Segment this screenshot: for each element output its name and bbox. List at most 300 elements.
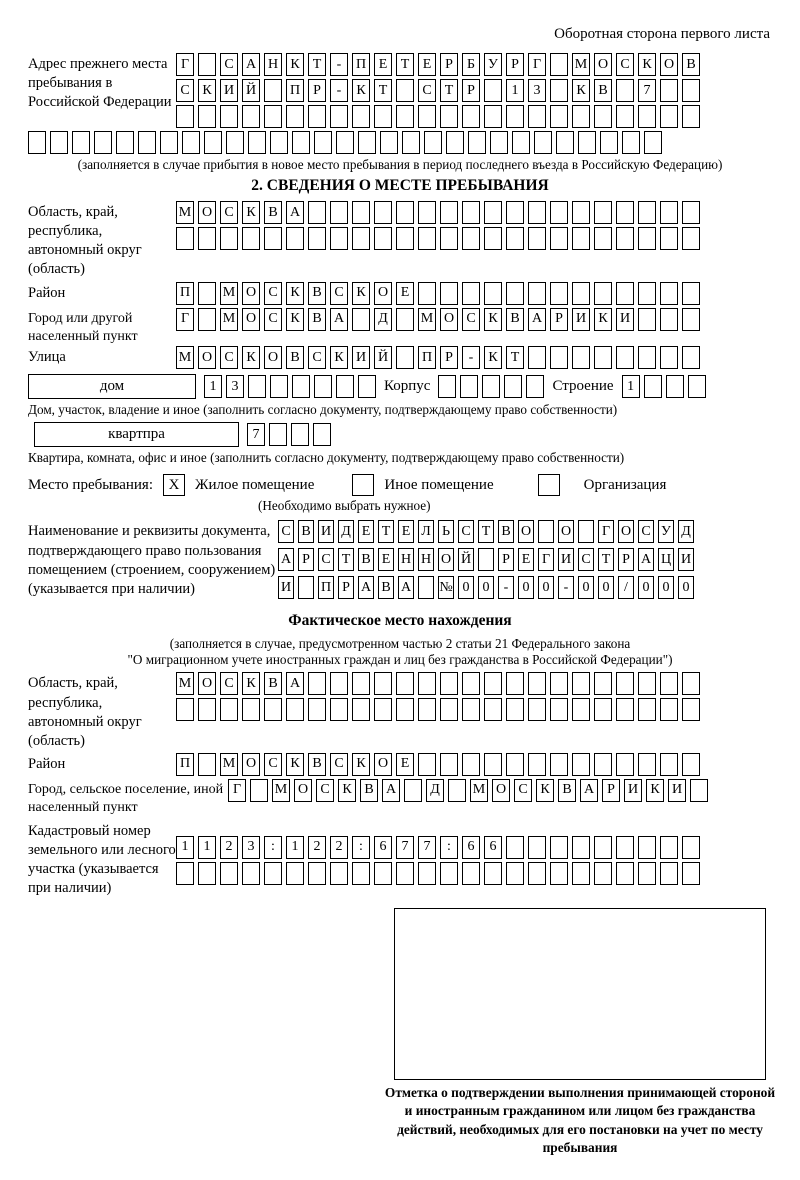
char-cell[interactable] [484,201,502,224]
char-cell[interactable]: В [308,308,326,331]
char-cell[interactable]: 0 [478,576,494,599]
char-cell[interactable] [396,201,414,224]
char-cell[interactable]: Р [618,548,634,571]
char-cell[interactable] [594,698,612,721]
char-cell[interactable] [484,753,502,776]
char-cell[interactable] [286,105,304,128]
char-cell[interactable]: - [330,53,348,76]
char-cell[interactable] [286,862,304,885]
char-cell[interactable]: В [264,672,282,695]
char-cell[interactable] [462,282,480,305]
char-cell[interactable]: 0 [518,576,534,599]
char-cell[interactable] [616,862,634,885]
char-cell[interactable]: 0 [658,576,674,599]
checkbox-zhiloe[interactable]: X [163,474,185,496]
char-cell[interactable]: М [176,346,194,369]
char-cell[interactable] [404,779,422,802]
char-cell[interactable] [638,105,656,128]
char-cell[interactable] [270,131,288,154]
char-cell[interactable] [660,79,678,102]
char-cell[interactable]: 7 [418,836,436,859]
char-cell[interactable]: М [176,672,194,695]
char-cell[interactable]: М [220,753,238,776]
char-cell[interactable]: Т [506,346,524,369]
char-cell[interactable]: Р [338,576,354,599]
char-cell[interactable]: С [278,520,294,543]
char-cell[interactable] [418,753,436,776]
char-cell[interactable]: С [220,346,238,369]
char-cell[interactable] [462,698,480,721]
char-cell[interactable]: М [572,53,590,76]
char-cell[interactable]: С [176,79,194,102]
char-cell[interactable] [528,672,546,695]
char-cell[interactable]: : [264,836,282,859]
char-cell[interactable] [440,201,458,224]
char-cell[interactable]: 6 [462,836,480,859]
char-cell[interactable] [176,698,194,721]
char-cell[interactable]: С [220,53,238,76]
char-cell[interactable]: В [378,576,394,599]
char-cell[interactable] [396,698,414,721]
char-cell[interactable]: 0 [538,576,554,599]
char-cell[interactable] [550,105,568,128]
char-cell[interactable]: - [558,576,574,599]
char-cell[interactable] [313,423,331,446]
char-cell[interactable]: О [198,346,216,369]
char-cell[interactable] [358,375,376,398]
char-cell[interactable] [660,862,678,885]
char-cell[interactable] [220,105,238,128]
char-cell[interactable]: А [286,672,304,695]
char-cell[interactable] [528,201,546,224]
char-cell[interactable]: А [528,308,546,331]
char-cell[interactable] [594,227,612,250]
char-cell[interactable] [358,131,376,154]
char-cell[interactable] [528,105,546,128]
char-cell[interactable] [482,375,500,398]
char-cell[interactable]: Г [176,53,194,76]
char-cell[interactable] [594,201,612,224]
char-cell[interactable]: Т [440,79,458,102]
char-cell[interactable] [478,548,494,571]
char-cell[interactable] [468,131,486,154]
char-cell[interactable] [534,131,552,154]
char-cell[interactable]: 6 [374,836,392,859]
char-cell[interactable]: К [286,53,304,76]
char-cell[interactable] [462,105,480,128]
char-cell[interactable]: П [418,346,436,369]
char-cell[interactable]: Р [308,79,326,102]
char-cell[interactable]: - [330,79,348,102]
char-cell[interactable]: В [498,520,514,543]
char-cell[interactable] [682,698,700,721]
char-cell[interactable]: А [278,548,294,571]
char-cell[interactable]: И [572,308,590,331]
char-cell[interactable] [528,282,546,305]
char-cell[interactable]: Й [458,548,474,571]
char-cell[interactable] [616,836,634,859]
char-cell[interactable]: Р [440,346,458,369]
char-cell[interactable]: К [242,672,260,695]
char-cell[interactable] [220,698,238,721]
char-cell[interactable] [616,672,634,695]
char-cell[interactable] [506,227,524,250]
char-cell[interactable] [484,282,502,305]
char-cell[interactable]: К [484,308,502,331]
char-cell[interactable] [352,201,370,224]
char-cell[interactable] [578,131,596,154]
char-cell[interactable] [352,862,370,885]
char-cell[interactable]: С [330,753,348,776]
char-cell[interactable] [220,862,238,885]
char-cell[interactable] [550,79,568,102]
char-cell[interactable] [638,227,656,250]
char-cell[interactable] [308,227,326,250]
char-cell[interactable] [418,227,436,250]
char-cell[interactable]: Й [242,79,260,102]
char-cell[interactable] [682,79,700,102]
char-cell[interactable]: Т [308,53,326,76]
char-cell[interactable] [638,753,656,776]
char-cell[interactable] [440,105,458,128]
char-cell[interactable]: - [462,346,480,369]
char-cell[interactable] [336,375,354,398]
char-cell[interactable] [572,753,590,776]
char-cell[interactable]: К [484,346,502,369]
char-cell[interactable] [550,862,568,885]
char-cell[interactable] [198,308,216,331]
char-cell[interactable] [594,836,612,859]
char-cell[interactable] [550,836,568,859]
char-cell[interactable] [572,862,590,885]
char-cell[interactable] [572,105,590,128]
char-cell[interactable]: 6 [484,836,502,859]
char-cell[interactable]: Г [538,548,554,571]
char-cell[interactable] [50,131,68,154]
char-cell[interactable]: И [352,346,370,369]
char-cell[interactable] [198,862,216,885]
char-cell[interactable] [269,423,287,446]
char-cell[interactable] [308,201,326,224]
char-cell[interactable] [198,698,216,721]
char-cell[interactable]: К [646,779,664,802]
char-cell[interactable]: С [316,779,334,802]
char-cell[interactable] [116,131,134,154]
char-cell[interactable] [418,576,434,599]
char-cell[interactable]: П [286,79,304,102]
char-cell[interactable] [572,346,590,369]
char-cell[interactable]: 2 [220,836,238,859]
char-cell[interactable]: Г [228,779,246,802]
char-cell[interactable]: У [658,520,674,543]
char-cell[interactable] [424,131,442,154]
char-cell[interactable]: К [286,753,304,776]
char-cell[interactable] [550,227,568,250]
char-cell[interactable] [242,227,260,250]
char-cell[interactable] [644,131,662,154]
char-cell[interactable] [594,753,612,776]
char-cell[interactable] [264,862,282,885]
char-cell[interactable] [660,346,678,369]
char-cell[interactable] [506,753,524,776]
char-cell[interactable]: Е [398,520,414,543]
char-cell[interactable]: 7 [396,836,414,859]
char-cell[interactable]: Е [518,548,534,571]
char-cell[interactable]: М [272,779,290,802]
char-cell[interactable]: С [616,53,634,76]
char-cell[interactable] [528,753,546,776]
char-cell[interactable]: Т [338,548,354,571]
char-cell[interactable]: Н [264,53,282,76]
char-cell[interactable]: С [330,282,348,305]
char-cell[interactable]: С [308,346,326,369]
char-cell[interactable]: Е [418,53,436,76]
char-cell[interactable]: 0 [458,576,474,599]
char-cell[interactable]: Б [462,53,480,76]
char-cell[interactable] [572,201,590,224]
char-cell[interactable]: К [338,779,356,802]
char-cell[interactable]: О [264,346,282,369]
char-cell[interactable]: О [618,520,634,543]
char-cell[interactable]: С [264,753,282,776]
char-cell[interactable]: 3 [528,79,546,102]
char-cell[interactable] [660,227,678,250]
char-cell[interactable] [286,698,304,721]
char-cell[interactable] [490,131,508,154]
char-cell[interactable] [556,131,574,154]
char-cell[interactable] [550,753,568,776]
char-cell[interactable]: 1 [286,836,304,859]
char-cell[interactable] [682,672,700,695]
char-cell[interactable] [616,698,634,721]
char-cell[interactable] [660,753,678,776]
char-cell[interactable]: Р [506,53,524,76]
char-cell[interactable] [484,672,502,695]
char-cell[interactable]: Г [176,308,194,331]
char-cell[interactable] [512,131,530,154]
char-cell[interactable] [484,862,502,885]
char-cell[interactable]: А [382,779,400,802]
char-cell[interactable] [550,53,568,76]
char-cell[interactable] [330,862,348,885]
char-cell[interactable] [660,672,678,695]
char-cell[interactable]: К [638,53,656,76]
char-cell[interactable]: И [616,308,634,331]
char-cell[interactable]: К [286,282,304,305]
char-cell[interactable]: С [264,308,282,331]
char-cell[interactable] [298,576,314,599]
char-cell[interactable]: 7 [247,423,265,446]
char-cell[interactable] [616,201,634,224]
char-cell[interactable] [94,131,112,154]
char-cell[interactable] [550,201,568,224]
char-cell[interactable] [380,131,398,154]
char-cell[interactable]: 1 [204,375,222,398]
char-cell[interactable]: А [638,548,654,571]
char-cell[interactable] [528,698,546,721]
char-cell[interactable]: Д [426,779,444,802]
char-cell[interactable]: О [492,779,510,802]
char-cell[interactable]: № [438,576,454,599]
char-cell[interactable] [176,105,194,128]
char-cell[interactable] [616,346,634,369]
char-cell[interactable] [308,698,326,721]
char-cell[interactable] [572,227,590,250]
char-cell[interactable] [198,53,216,76]
char-cell[interactable] [336,131,354,154]
char-cell[interactable] [616,79,634,102]
char-cell[interactable] [638,282,656,305]
char-cell[interactable] [352,672,370,695]
char-cell[interactable] [506,698,524,721]
char-cell[interactable]: Н [418,548,434,571]
char-cell[interactable]: О [198,672,216,695]
char-cell[interactable]: М [418,308,436,331]
char-cell[interactable] [418,862,436,885]
char-cell[interactable] [248,375,266,398]
char-cell[interactable] [462,862,480,885]
char-cell[interactable] [506,282,524,305]
char-cell[interactable] [418,698,436,721]
char-cell[interactable] [616,753,634,776]
char-cell[interactable]: Ь [438,520,454,543]
char-cell[interactable]: 1 [198,836,216,859]
char-cell[interactable] [160,131,178,154]
char-cell[interactable]: 1 [176,836,194,859]
char-cell[interactable] [660,836,678,859]
char-cell[interactable] [504,375,522,398]
char-cell[interactable] [176,227,194,250]
char-cell[interactable] [682,346,700,369]
char-cell[interactable] [506,201,524,224]
char-cell[interactable] [374,227,392,250]
char-cell[interactable] [308,862,326,885]
char-cell[interactable] [402,131,420,154]
char-cell[interactable]: И [678,548,694,571]
char-cell[interactable]: О [440,308,458,331]
char-cell[interactable]: П [318,576,334,599]
char-cell[interactable]: А [398,576,414,599]
char-cell[interactable] [644,375,662,398]
char-cell[interactable] [682,227,700,250]
char-cell[interactable]: 1 [622,375,640,398]
char-cell[interactable] [528,346,546,369]
char-cell[interactable] [594,105,612,128]
char-cell[interactable] [666,375,684,398]
char-cell[interactable]: / [618,576,634,599]
char-cell[interactable]: К [536,779,554,802]
char-cell[interactable]: Т [478,520,494,543]
char-cell[interactable] [330,201,348,224]
char-cell[interactable] [330,105,348,128]
char-cell[interactable]: О [518,520,534,543]
char-cell[interactable] [616,105,634,128]
char-cell[interactable]: И [220,79,238,102]
char-cell[interactable] [396,227,414,250]
char-cell[interactable]: О [374,282,392,305]
char-cell[interactable]: М [220,282,238,305]
char-cell[interactable] [682,836,700,859]
checkbox-inoe[interactable] [352,474,374,496]
char-cell[interactable]: А [358,576,374,599]
char-cell[interactable]: 2 [308,836,326,859]
char-cell[interactable]: Ц [658,548,674,571]
char-cell[interactable] [396,862,414,885]
char-cell[interactable]: К [286,308,304,331]
char-cell[interactable] [572,698,590,721]
char-cell[interactable] [198,105,216,128]
char-cell[interactable] [396,308,414,331]
char-cell[interactable]: Д [338,520,354,543]
char-cell[interactable] [638,201,656,224]
char-cell[interactable]: Т [396,53,414,76]
char-cell[interactable] [660,201,678,224]
char-cell[interactable] [198,753,216,776]
char-cell[interactable] [308,672,326,695]
char-cell[interactable] [198,227,216,250]
char-cell[interactable] [204,131,222,154]
char-cell[interactable] [176,862,194,885]
char-cell[interactable] [374,862,392,885]
char-cell[interactable]: В [558,779,576,802]
char-cell[interactable]: В [682,53,700,76]
char-cell[interactable]: О [198,201,216,224]
char-cell[interactable] [660,105,678,128]
char-cell[interactable] [506,105,524,128]
char-cell[interactable] [462,753,480,776]
char-cell[interactable] [374,105,392,128]
char-cell[interactable] [484,79,502,102]
char-cell[interactable]: А [580,779,598,802]
char-cell[interactable] [462,227,480,250]
char-cell[interactable]: А [330,308,348,331]
char-cell[interactable]: К [572,79,590,102]
char-cell[interactable] [374,672,392,695]
char-cell[interactable]: С [418,79,436,102]
char-cell[interactable]: О [660,53,678,76]
char-cell[interactable]: О [594,53,612,76]
char-cell[interactable] [594,862,612,885]
char-cell[interactable] [242,862,260,885]
char-cell[interactable] [638,836,656,859]
char-cell[interactable] [682,308,700,331]
char-cell[interactable] [538,520,554,543]
char-cell[interactable]: - [498,576,514,599]
char-cell[interactable]: 0 [678,576,694,599]
char-cell[interactable]: 0 [578,576,594,599]
char-cell[interactable] [528,862,546,885]
char-cell[interactable]: И [278,576,294,599]
char-cell[interactable] [330,672,348,695]
char-cell[interactable]: У [484,53,502,76]
char-cell[interactable] [182,131,200,154]
char-cell[interactable]: Р [298,548,314,571]
char-cell[interactable] [138,131,156,154]
char-cell[interactable] [248,131,266,154]
char-cell[interactable]: М [176,201,194,224]
char-cell[interactable] [638,672,656,695]
char-cell[interactable]: В [506,308,524,331]
char-cell[interactable]: О [438,548,454,571]
char-cell[interactable] [198,282,216,305]
char-cell[interactable] [682,753,700,776]
char-cell[interactable] [572,672,590,695]
char-cell[interactable] [688,375,706,398]
char-cell[interactable]: : [440,836,458,859]
char-cell[interactable] [622,131,640,154]
char-cell[interactable]: М [220,308,238,331]
char-cell[interactable]: Н [398,548,414,571]
